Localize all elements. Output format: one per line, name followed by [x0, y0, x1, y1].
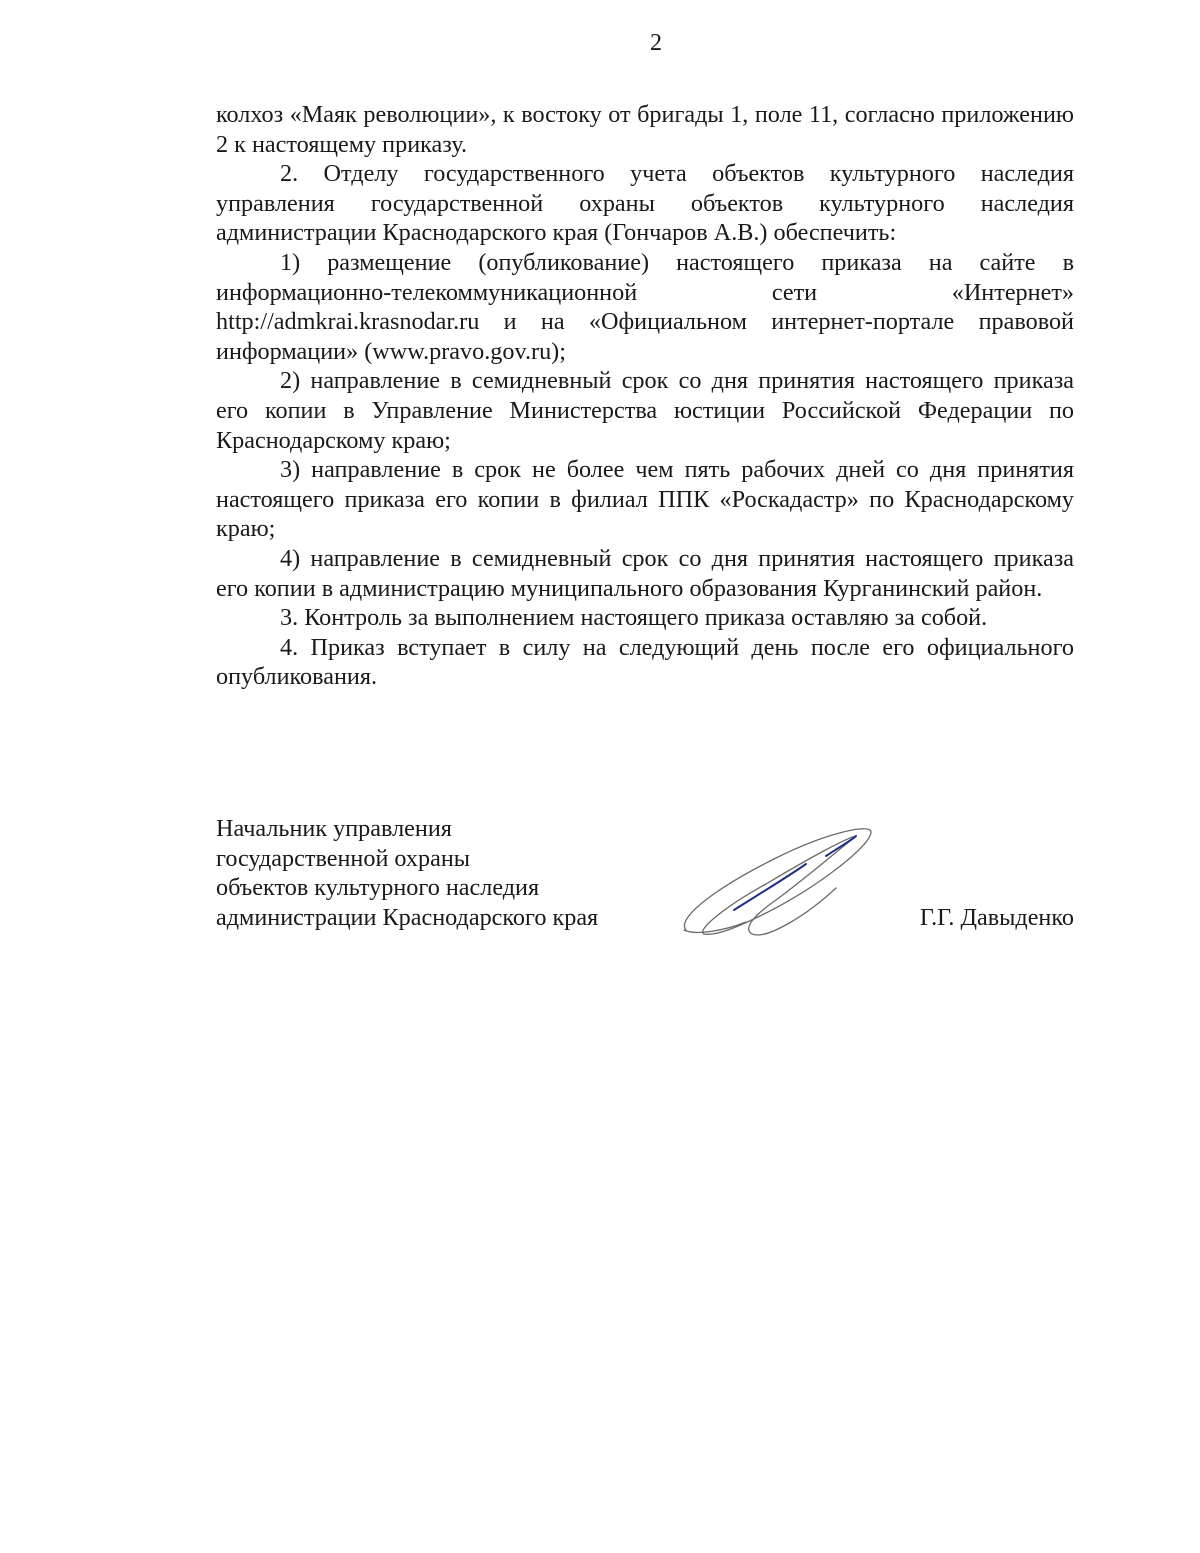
paragraph-subitem-1: 1) размещение (опубликование) настоящего приказа на сайте в информационно-телекоммуникационной сети «Интернет» http://admkrai.krasnodar.ru и на «Официальном интернет-портале правовой информации» (www.pravo.gov.ru); — [216, 248, 1074, 365]
paragraph-continuation: колхоз «Маяк революции», к востоку от бригады 1, поле 11, согласно приложению 2 к настоящему приказу. — [216, 101, 1074, 158]
signatory-position — [216, 814, 656, 932]
paragraph-item-4: 4. Приказ вступает в силу на следующий день после его официального опубликования. — [216, 633, 1074, 691]
paragraph-item-3: 3. Контроль за выполнением настоящего приказа оставляю за собой. — [280, 604, 988, 632]
paragraph-subitem-4: 4) направление в семидневный срок со дня принятия настоящего приказа его копии в администрацию муниципального образования Курганинский район. — [216, 544, 1074, 602]
paragraph-subitem-2: 2) направление в семидневный срок со дня принятия настоящего приказа его копии в Управление Министерства юстиции Российской Федерации по Краснодарскому краю; — [216, 367, 1074, 454]
paragraph-item-2: 2. Отделу государственного учета объектов культурного наследия управления государственной охраны объектов культурного наследия администрации Краснодарского края (Гончаров А.В.) обеспечить: — [216, 160, 1074, 247]
page-number: 2 — [650, 30, 662, 56]
handwritten-signature — [656, 818, 876, 948]
signatory-position-line: государственной охраны — [216, 844, 471, 872]
signatory-position-line: администрации Краснодарского края — [216, 903, 599, 931]
order-body — [216, 100, 1074, 692]
paragraph-subitem-3: 3) направление в срок не более чем пять рабочих дней со дня принятия настоящего приказа его копии в филиал ППК «Роскадастр» по Краснодарскому краю; — [216, 456, 1074, 543]
signatory-position-line: объектов культурного наследия — [216, 874, 540, 902]
signatory-name: Г.Г. Давыденко — [919, 903, 1074, 931]
signature-block — [216, 814, 1074, 944]
signatory-position-line: Начальник управления — [216, 815, 452, 842]
